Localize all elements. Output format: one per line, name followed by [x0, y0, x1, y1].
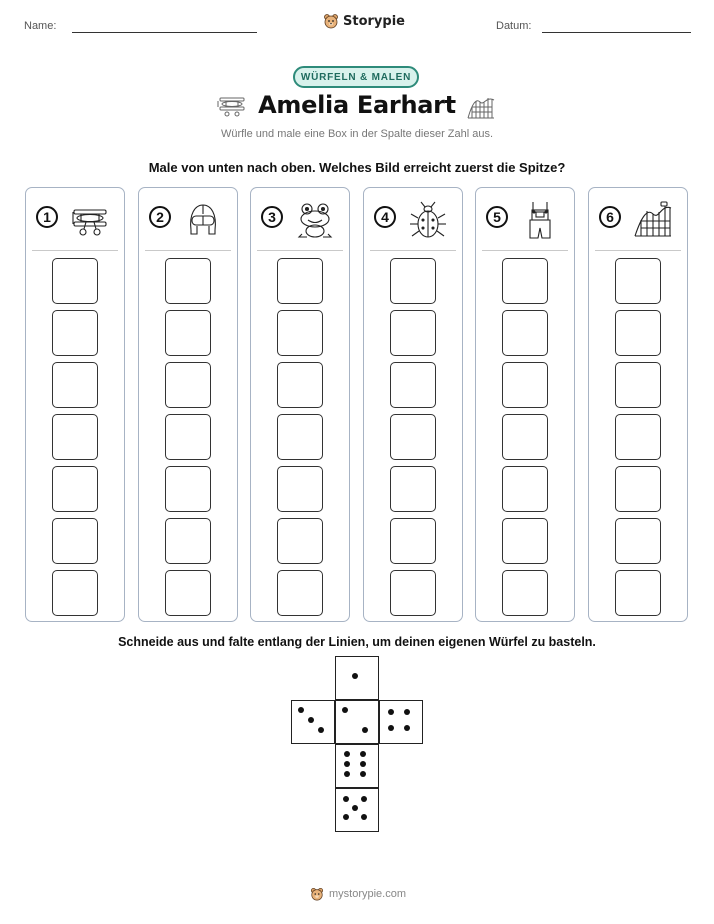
color-box[interactable] — [165, 414, 211, 460]
pip — [404, 709, 410, 715]
dice-column-1 — [25, 187, 125, 622]
dice-column-2 — [138, 187, 238, 622]
coloring-instruction: Male von unten nach oben. Welches Bild erreicht zuerst die Spitze? — [148, 160, 566, 175]
bear-mascot-icon — [323, 13, 339, 29]
color-box[interactable] — [277, 518, 323, 564]
pip — [298, 707, 304, 713]
brand-name: Storypie — [343, 13, 405, 29]
color-box[interactable] — [390, 258, 436, 304]
color-box[interactable] — [502, 570, 548, 616]
pip — [362, 727, 368, 733]
color-box[interactable] — [165, 362, 211, 408]
color-box[interactable] — [615, 466, 661, 512]
column-number: 5 — [486, 206, 508, 228]
color-box[interactable] — [165, 310, 211, 356]
color-box[interactable] — [615, 518, 661, 564]
color-box[interactable] — [615, 570, 661, 616]
color-box[interactable] — [502, 518, 548, 564]
color-box[interactable] — [165, 466, 211, 512]
pip — [342, 707, 348, 713]
date-line — [542, 32, 691, 33]
color-box[interactable] — [390, 310, 436, 356]
color-box[interactable] — [165, 258, 211, 304]
pip — [361, 796, 367, 802]
color-box[interactable] — [502, 362, 548, 408]
pip — [308, 717, 314, 723]
column-number: 6 — [599, 206, 621, 228]
pip — [361, 814, 367, 820]
color-box[interactable] — [502, 310, 548, 356]
color-box[interactable] — [277, 570, 323, 616]
color-box[interactable] — [615, 258, 661, 304]
brand-logo — [323, 13, 405, 29]
color-box[interactable] — [165, 570, 211, 616]
color-box[interactable] — [52, 466, 98, 512]
dice-face-four — [379, 700, 423, 744]
pip — [344, 751, 350, 757]
aviator-helmet-icon — [183, 200, 223, 240]
worksheet-title: Amelia Earhart — [258, 91, 456, 119]
color-box[interactable] — [502, 466, 548, 512]
pip — [360, 761, 366, 767]
column-divider — [257, 250, 343, 251]
pip — [360, 751, 366, 757]
worksheet-subtitle: Würfle und male eine Box in der Spalte dieser Zahl aus. — [220, 128, 494, 140]
pip — [344, 761, 350, 767]
dice-face-six — [335, 744, 379, 788]
name-label: Name: — [24, 20, 57, 32]
color-box[interactable] — [52, 310, 98, 356]
beetle-icon — [408, 200, 448, 240]
title-roller-coaster-icon — [466, 94, 496, 120]
pip — [352, 805, 358, 811]
color-box[interactable] — [615, 362, 661, 408]
column-number: 3 — [261, 206, 283, 228]
pip — [343, 814, 349, 820]
color-box[interactable] — [390, 570, 436, 616]
pip — [344, 771, 350, 777]
pip — [388, 725, 394, 731]
column-number: 2 — [149, 206, 171, 228]
footer-url: mystorypie.com — [329, 888, 407, 900]
color-box[interactable] — [277, 310, 323, 356]
color-box[interactable] — [52, 362, 98, 408]
color-box[interactable] — [277, 414, 323, 460]
color-box[interactable] — [390, 414, 436, 460]
pip — [404, 725, 410, 731]
airplane-icon — [70, 200, 110, 240]
color-box[interactable] — [390, 362, 436, 408]
color-box[interactable] — [502, 258, 548, 304]
name-line — [72, 32, 257, 33]
cut-instruction: Schneide aus und falte entlang der Linien, um deinen eigenen Würfel zu basteln. — [118, 635, 596, 649]
color-box[interactable] — [52, 258, 98, 304]
pip — [318, 727, 324, 733]
frog-icon — [295, 200, 335, 240]
pip — [360, 771, 366, 777]
color-box[interactable] — [277, 466, 323, 512]
color-box[interactable] — [615, 310, 661, 356]
color-box[interactable] — [277, 362, 323, 408]
dice-column-4 — [363, 187, 463, 622]
column-divider — [595, 250, 681, 251]
dice-column-6 — [588, 187, 688, 622]
color-box[interactable] — [277, 258, 323, 304]
pip — [343, 796, 349, 802]
color-box[interactable] — [390, 466, 436, 512]
column-divider — [482, 250, 568, 251]
dice-column-3 — [250, 187, 350, 622]
column-divider — [370, 250, 456, 251]
column-divider — [32, 250, 118, 251]
bear-mascot-icon — [310, 887, 324, 901]
pip — [388, 709, 394, 715]
column-number: 1 — [36, 206, 58, 228]
pip — [352, 673, 358, 679]
activity-badge: WÜRFELN & MALEN — [293, 66, 419, 88]
overalls-icon — [520, 200, 560, 240]
dice-face-three — [291, 700, 335, 744]
dice-column-5 — [475, 187, 575, 622]
column-divider — [145, 250, 231, 251]
footer — [310, 887, 406, 901]
dice-face-two — [335, 700, 379, 744]
color-box[interactable] — [52, 414, 98, 460]
color-box[interactable] — [52, 518, 98, 564]
color-box[interactable] — [502, 414, 548, 460]
date-label: Datum: — [496, 20, 532, 32]
color-box[interactable] — [165, 518, 211, 564]
dice-face-one — [335, 656, 379, 700]
color-box[interactable] — [615, 414, 661, 460]
color-box[interactable] — [390, 518, 436, 564]
color-box[interactable] — [52, 570, 98, 616]
column-number: 4 — [374, 206, 396, 228]
roller-coaster-icon — [633, 200, 673, 240]
dice-face-five — [335, 788, 379, 832]
